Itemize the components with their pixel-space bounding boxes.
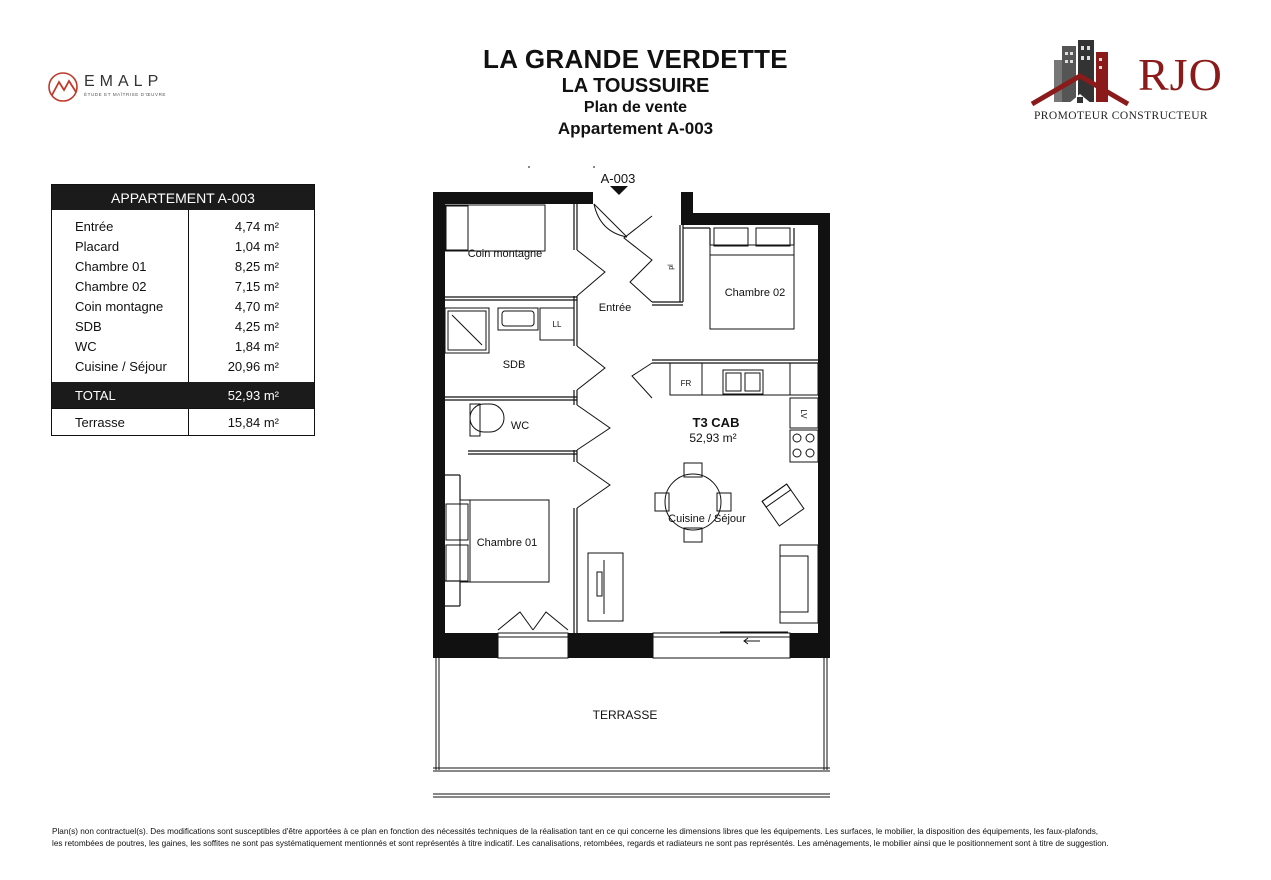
- room-chambre01: Chambre 01: [476, 537, 538, 549]
- room-chambre02: Chambre 02: [724, 287, 786, 299]
- project-location: LA TOUSSUIRE: [561, 75, 710, 97]
- emalp-name: EMALP: [84, 73, 164, 90]
- total-row: TOTAL 52,93 m²: [52, 382, 315, 409]
- fixture-fr: FR: [680, 379, 692, 388]
- table-row: Chambre 02 7,15 m²: [52, 276, 315, 296]
- disclaimer-line-1: Plan(s) non contractuel(s). Des modifications sont susceptibles d'être apportées à ce plan en fonction des nécessités techniques de la réalisation tant en ce qui concerne les dimensions libres que les équipements. Les surfaces, le mobilier, la disposition des équipements, les faux-plafonds,: [52, 827, 1099, 836]
- dining-table: [655, 463, 731, 542]
- unit-label: A-003: [600, 171, 636, 186]
- interior-walls: [445, 204, 818, 633]
- room-cuisine-sejour: Cuisine / Séjour: [668, 513, 746, 525]
- disclaimer-line-2: les retombées de poutres, les gaines, les soffites ne sont pas systématiquement mentionnés et sont représentés à titre indicatif. Les canalisations, retombées, regards et radiateurs ne sont pas représentés. Les aménagements, le mobilier ainsi que le positionnement sont à titre de suggestion.: [52, 838, 1109, 848]
- living-furniture: [588, 484, 818, 623]
- emalp-logo: [46, 70, 196, 104]
- rjo-logo: [1028, 38, 1243, 128]
- mountain-logo-icon: [46, 70, 82, 104]
- table-row: WC 1,84 m²: [52, 336, 315, 356]
- table-row: Entrée 4,74 m²: [52, 210, 315, 236]
- project-title: LA GRANDE VERDETTE: [483, 44, 788, 74]
- terrace-row: Terrasse 15,84 m²: [52, 409, 315, 436]
- room-terrasse: TERRASSE: [592, 708, 658, 722]
- chambre02-bed: [710, 228, 794, 329]
- table-row: Cuisine / Séjour 20,96 m²: [52, 356, 315, 382]
- room-wc: WC: [510, 420, 530, 432]
- apartment-type: T3 CAB: [692, 415, 740, 430]
- table-row: SDB 4,25 m²: [52, 316, 315, 336]
- entry-arrow-icon: [610, 186, 628, 195]
- apartment-reference: Appartement A-003: [557, 119, 714, 138]
- table-row: Placard 1,04 m²: [52, 236, 315, 256]
- buildings-roof-icon: [1028, 38, 1138, 110]
- table-row: Chambre 01 8,25 m²: [52, 256, 315, 276]
- fixture-placard: pl: [668, 264, 675, 270]
- floor-plan: [425, 165, 840, 805]
- table-row: Coin montagne 4,70 m²: [52, 296, 315, 316]
- surface-table-title: APPARTEMENT A-003: [52, 185, 315, 211]
- outer-walls: [433, 192, 830, 658]
- legal-disclaimer: [52, 826, 1232, 849]
- emalp-tagline: ÉTUDE ET MAÎTRISE D'ŒUVRE: [84, 92, 167, 97]
- coin-montagne-bed: [445, 205, 545, 251]
- rjo-name: RJO: [1138, 49, 1223, 100]
- apartment-surface: 52,93 m²: [689, 431, 737, 445]
- fixture-ll: LL: [552, 320, 562, 329]
- fixture-lv: LV: [799, 409, 808, 419]
- plan-type: Plan de vente: [583, 99, 688, 116]
- kitchen-counter: [670, 363, 818, 462]
- door-swings: [577, 204, 652, 508]
- surface-table: [51, 184, 315, 436]
- room-entree: Entrée: [598, 302, 632, 314]
- room-sdb: SDB: [502, 359, 526, 371]
- rjo-tagline: PROMOTEUR CONSTRUCTEUR: [1034, 110, 1208, 122]
- room-coin-montagne: Coin montagne: [467, 248, 543, 260]
- terrace: [433, 658, 830, 797]
